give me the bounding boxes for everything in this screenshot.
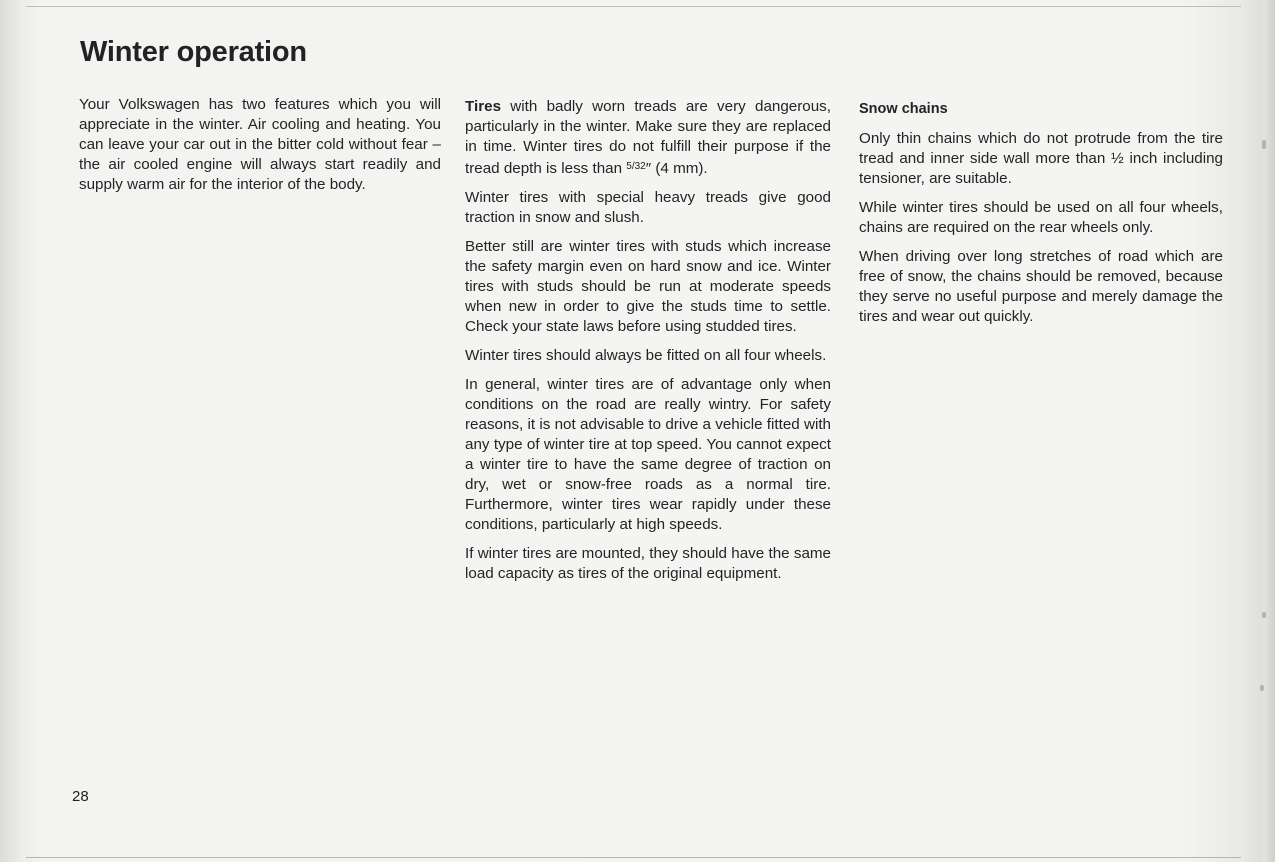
page-number: 28 [72,788,89,805]
intro-paragraph: Your Volkswagen has two features which you will appreciate in the winter. Air cooling and heating. You can leave your car out in the bitter cold without fear – the air cooled engine will always start readily and supply warm air for the interior of the body. [79,96,441,193]
paper-speck [1260,685,1264,691]
thin-chains-paragraph: Only thin chains which do not protrude from the tire tread and inner side wall more than ½ inch including tensioner, are suitable. [859,130,1223,187]
paper-speck [1262,140,1266,149]
column-tires [465,97,831,593]
rear-wheels-paragraph: While winter tires should be used on all four wheels, chains are required on the rear wheels only. [859,199,1223,236]
bottom-page-edge [26,857,1241,858]
heavy-tread-paragraph: Winter tires with special heavy treads give good traction in snow and slush. [465,189,831,226]
tires-text: with badly worn treads are very dangerous, particularly in the winter. Make sure they are replaced in time. Winter tires do not fulfill their purpose if the tread depth is less than [465,98,831,177]
four-wheels-paragraph: Winter tires should always be fitted on all four wheels. [465,347,827,364]
page-spine-shadow [0,0,22,862]
tires-lead-word: Tires [465,98,502,115]
top-page-edge [26,6,1241,7]
inch-mark: ″ [645,160,652,177]
page-edge-shadow [1263,0,1275,862]
snow-chains-heading: Snow chains [859,101,948,117]
tread-depth-fraction: 5/32 [626,161,646,172]
column-snow-chains [859,99,1223,336]
winter-tire-advantage-paragraph: In general, winter tires are of advantage only when conditions on the road are really wintry. For safety reasons, it is not advisable to drive a vehicle fitted with any type of winter tire at top speed. You cannot expect a winter tire to have the same degree of traction on dry, wet or snow-free roads as a normal tire. Furthermore, winter tires wear rapidly under these conditions, particularly at high speeds. [465,376,831,533]
page-title: Winter operation [80,36,307,68]
studded-tires-paragraph: Better still are winter tires with studs which increase the safety margin even on hard snow and ice. Winter tires with studs should be run at moderate speeds when new in order to give the studs time to settle. Check your state laws before using studded tires. [465,238,831,335]
tread-depth-metric: (4 mm). [651,160,708,177]
tires-paragraph [465,97,831,179]
column-intro [79,95,441,204]
load-capacity-paragraph: If winter tires are mounted, they should have the same load capacity as tires of the original equipment. [465,545,831,582]
remove-chains-paragraph: When driving over long stretches of road which are free of snow, the chains should be removed, because they serve no useful purpose and merely damage the tires and wear out quickly. [859,248,1223,325]
paper-speck [1262,612,1266,618]
